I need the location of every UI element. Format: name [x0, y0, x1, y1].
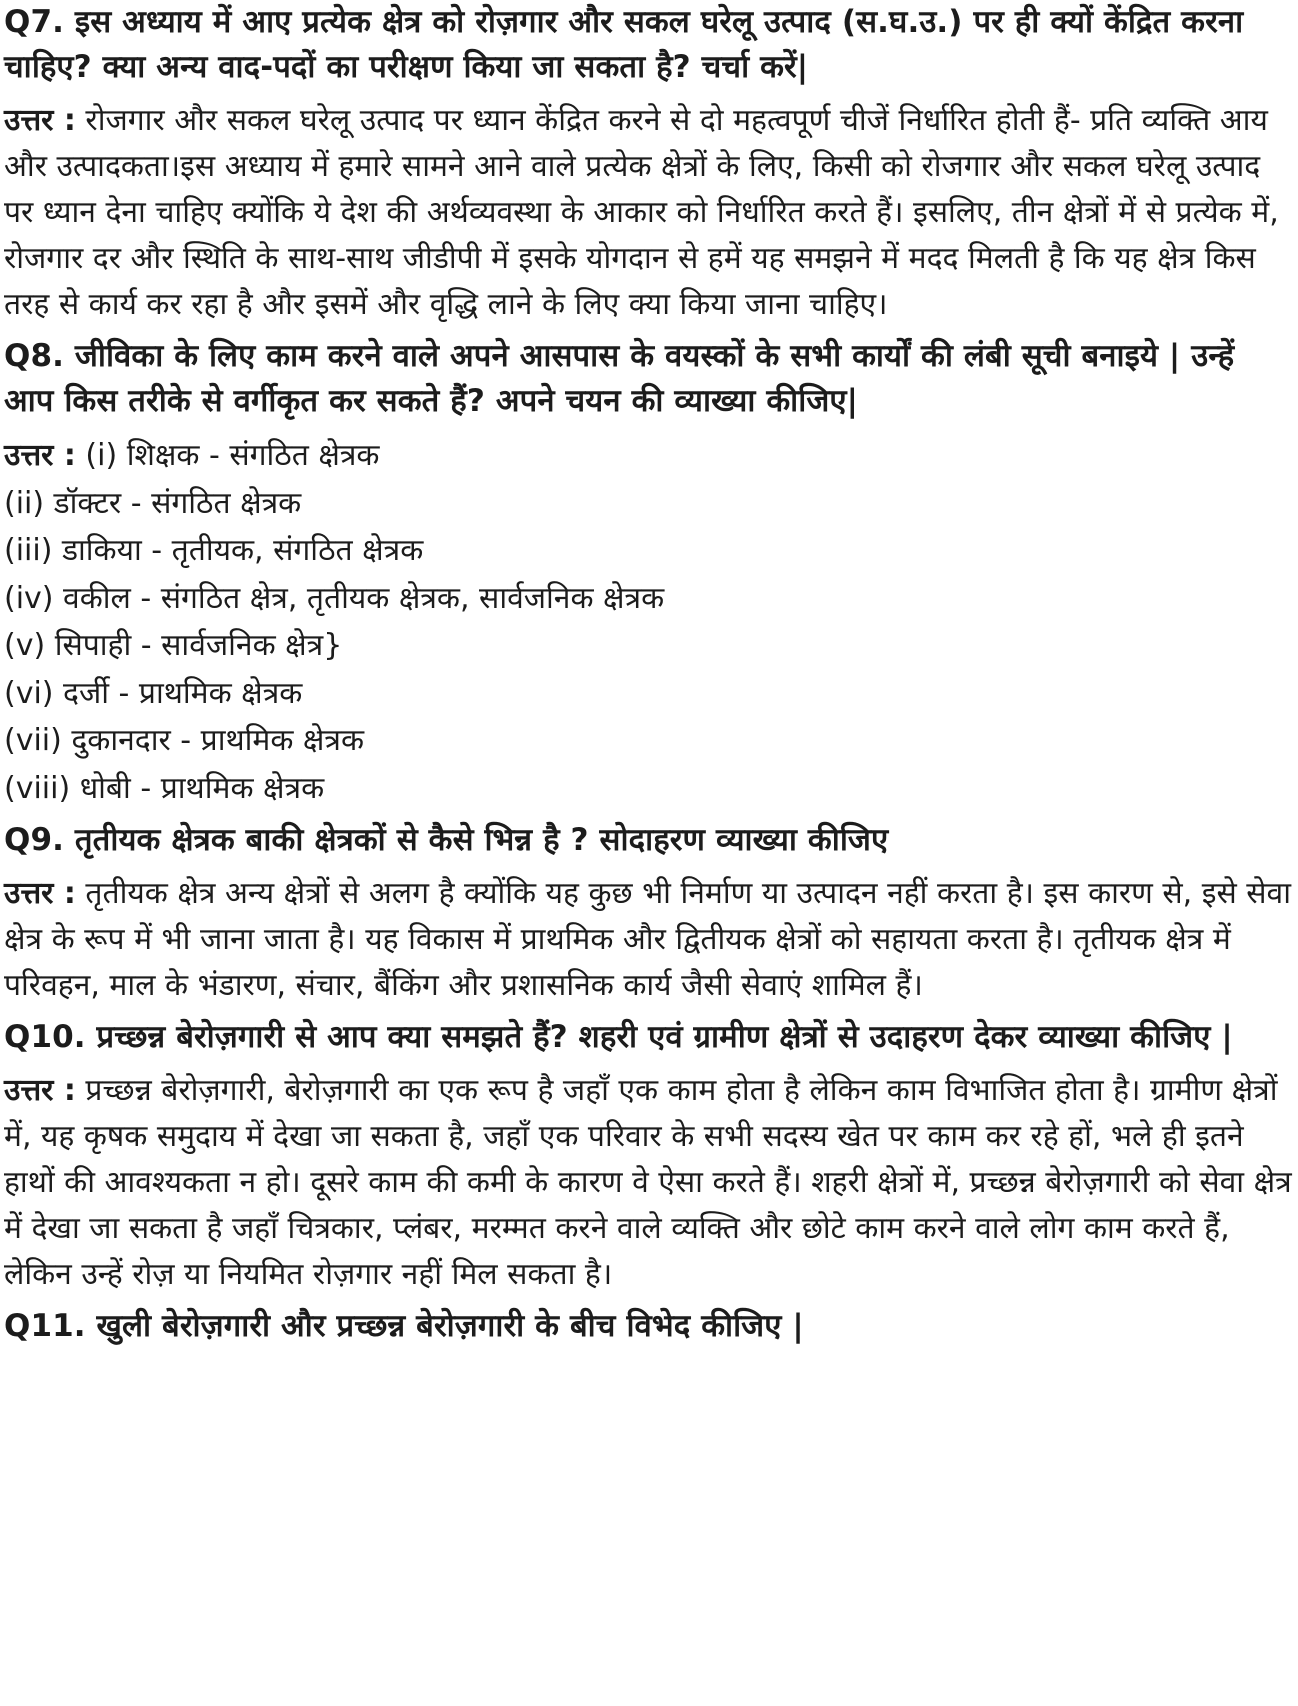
answer-q7 [4, 98, 1292, 328]
list-item: (vi) दर्जी - प्राथमिक क्षेत्रक [4, 675, 303, 711]
answer-list-q8 [4, 432, 1292, 812]
list-item: (iv) वकील - संगठित क्षेत्र, तृतीयक क्षेत्रक, सार्वजनिक क्षेत्रक [4, 580, 665, 616]
question-q10: Q10. प्रच्छन्न बेरोज़गारी से आप क्या समझते हैं? शहरी एवं ग्रामीण क्षेत्रों से उदाहरण देकर व्याख्या कीजिए | [4, 1019, 1233, 1055]
list-item: (vii) दुकानदार - प्राथमिक क्षेत्रक [4, 723, 365, 758]
answer-text: प्रच्छन्न बेरोज़गारी, बेरोज़गारी का एक रूप है जहाँ एक काम होता है लेकिन काम विभाजित होता है। ग्रामीण क्षेत्रों में, यह कृषक समुदाय में देखा जा सकता है, जहाँ एक परिवार के सभी सदस्य खेत पर काम कर रहे हों, भले ही इतने हाथों की आवश्यकता न हो। दूसरे काम की कमी के कारण वे ऐसा करते हैं। शहरी क्षेत्रों में, प्रच्छन्न बेरोज़गारी को सेवा क्षेत्र में देखा जा सकता है जहाँ चित्रकार, प्लंबर, मरम्मत करने वाले व्यक्ति और छोटे काम करने वाले लोग काम करते हैं, लेकिन उन्हें रोज़ या नियमित रोज़गार नहीं मिल सकता है। [4, 1073, 1292, 1292]
answer-q9 [4, 871, 1292, 1009]
answer-text: रोजगार और सकल घरेलू उत्पाद पर ध्यान केंद्रित करने से दो महत्वपूर्ण चीजें निर्धारित होती हैं- प्रति व्यक्ति आय और उत्पादकता।इस अध्याय में हमारे सामने आने वाले प्रत्येक क्षेत्रों के लिए, किसी को रोजगार और सकल घरेलू उत्पाद पर ध्यान देना चाहिए क्योंकि ये देश की अर्थव्यवस्था के आकार को निर्धारित करते हैं। इसलिए, तीन क्षेत्रों में से प्रत्येक में, रोजगार दर और स्थिति के साथ-साथ जीडीपी में इसके योगदान से हमें यह समझने में मदद मिलती है कि यह क्षेत्र किस तरह से कार्य कर रहा है और इसमें और वृद्धि लाने के लिए क्या किया जाना चाहिए। [4, 103, 1279, 322]
answer-label: उत्तर : [4, 438, 76, 473]
answer-q10 [4, 1068, 1292, 1298]
question-block-q8 [4, 334, 1292, 812]
answer-label: उत्तर : [4, 1073, 76, 1108]
list-item: (iii) डाकिया - तृतीयक, संगठित क्षेत्रक [4, 533, 424, 568]
question-q7: Q7. इस अध्याय में आए प्रत्येक क्षेत्र को रोज़गार और सकल घरेलू उत्पाद (स.घ.उ.) पर ही क्यों केंद्रित करना चाहिए? क्या अन्य वाद-पदों का परीक्षण किया जा सकता है? चर्चा करें| [4, 4, 1244, 85]
question-q11: Q11. खुली बेरोज़गारी और प्रच्छन्न बेरोज़गारी के बीच विभेद कीजिए | [4, 1308, 804, 1344]
answer-text: तृतीयक क्षेत्र अन्य क्षेत्रों से अलग है क्योंकि यह कुछ भी निर्माण या उत्पादन नहीं करता है। इस कारण से, इसे सेवा क्षेत्र के रूप में भी जाना जाता है। यह विकास में प्राथमिक और द्वितीयक क्षेत्रों को सहायता करता है। तृतीयक क्षेत्र में परिवहन, माल के भंडारण, संचार, बैंकिंग और प्रशासनिक कार्य जैसी सेवाएं शामिल हैं। [4, 876, 1292, 1003]
question-block-q11 [4, 1304, 1292, 1349]
answer-label: उत्तर : [4, 103, 76, 138]
question-block-q10 [4, 1015, 1292, 1298]
list-item [4, 432, 1292, 480]
list-item-text: (i) शिक्षक - संगठित क्षेत्रक [75, 438, 380, 473]
answer-label: उत्तर : [4, 876, 76, 911]
list-item: (ii) डॉक्टर - संगठित क्षेत्रक [4, 485, 302, 521]
question-block-q9 [4, 818, 1292, 1009]
question-q9: Q9. तृतीयक क्षेत्रक बाकी क्षेत्रकों से कैसे भिन्न है ? सोदाहरण व्याख्या कीजिए [4, 822, 889, 858]
question-q8: Q8. जीविका के लिए काम करने वाले अपने आसपास के वयस्कों के सभी कार्यों की लंबी सूची बनाइये | उन्हें आप किस तरीके से वर्गीकृत कर सकते हैं? अपने चयन की व्याख्या कीजिए| [4, 338, 1235, 419]
question-block-q7 [4, 0, 1292, 328]
list-item: (v) सिपाही - सार्वजनिक क्षेत्र} [4, 628, 343, 663]
list-item: (viii) धोबी - प्राथमिक क्षेत्रक [4, 770, 325, 806]
